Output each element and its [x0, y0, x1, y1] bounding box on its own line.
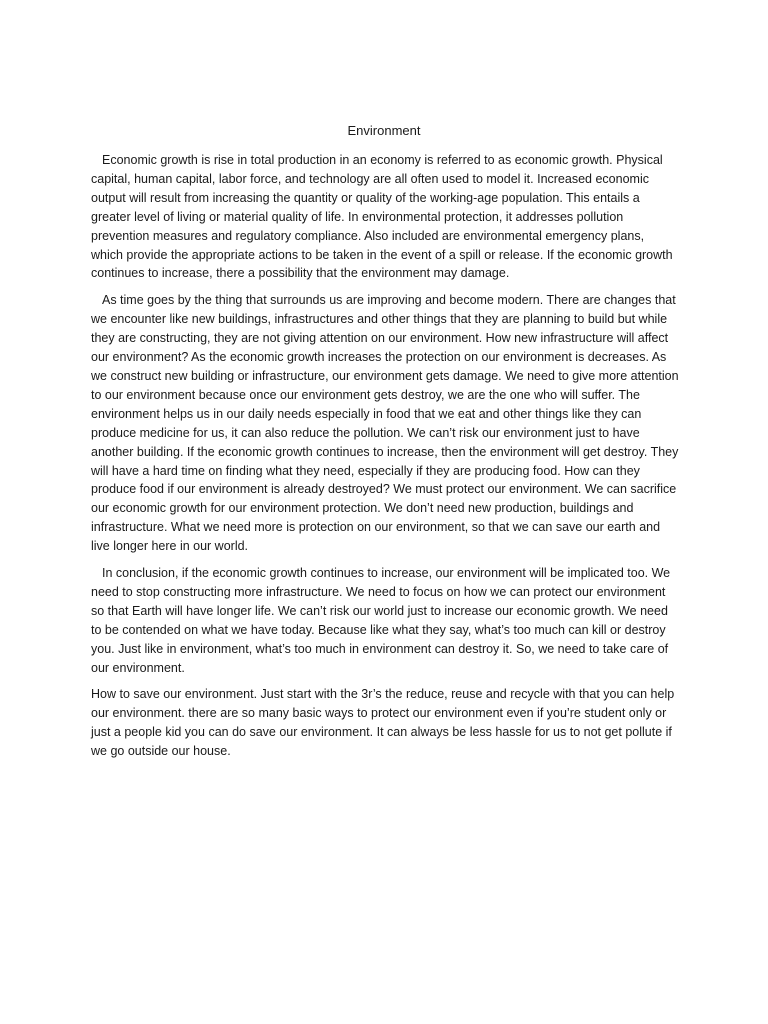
paragraph-conclusion: In conclusion, if the economic growth continues to increase, our environment will be implicated too. We need to stop constructing more infrastructure. We need to focus on how we can protect our environment so that Earth will have longer life. We can’t risk our world just to increase our economic growth. We need to be contended on what we have today. Because like what they say, what’s too much can kill or destroy you. Just like in environment, what’s too much in environment can destroy it. So, we need to take care of our environment. — [91, 566, 671, 675]
document-title: Environment — [347, 123, 421, 138]
paragraph-modernization: As time goes by the thing that surrounds us are improving and become modern. There are changes that we encounter like new buildings, infrastructures and other things that they are planning to build but while they are constructing, they are not giving attention on our environment. How new infrastructure will affect our environment? As the economic growth increases the protection on our environment is decreases. As we construct new building or infrastructure, our environment gets damage. We need to give more attention to our environment because once our environment gets destroy, we are the one who will suffer. The environment helps us in our daily needs especially in food that we eat and other things like they can produce medicine for us, it can also reduce the pollution. We can’t risk our environment just to have another building. If the economic growth continues to increase, then the environment will get destroy. They will have a hard time on finding what they need, especially if they are producing food. How can they produce food if our environment is already destroyed? We must protect our environment. We can sacrifice our economic growth for our environment protection. We don’t need new production, buildings and infrastructure. What we need more is protection on our environment, so that we can save our earth and live longer here in our world. — [91, 293, 679, 554]
document-body — [91, 151, 679, 769]
paragraph-economic-growth: Economic growth is rise in total production in an economy is referred to as economic growth. Physical capital, human capital, labor force, and technology are all often used to model it. Increased economic output will result from increasing the quantity or quality of the working-age population. This entails a greater level of living or material quality of life. In environmental protection, it addresses pollution prevention measures and regulatory compliance. Also included are environmental emergency plans, which provide the appropriate actions to be taken in the event of a spill or release. If the economic growth continues to increase, there a possibility that the environment may damage. — [91, 153, 673, 281]
paragraph-save-environment: How to save our environment. Just start with the 3r’s the reduce, reuse and recycle with that you can help our environment. there are so many basic ways to protect our environment even if you’re student only or just a people kid you can do save our environment. It can always be less hassle for us to not get pollute if we go outside our house. — [91, 687, 675, 759]
